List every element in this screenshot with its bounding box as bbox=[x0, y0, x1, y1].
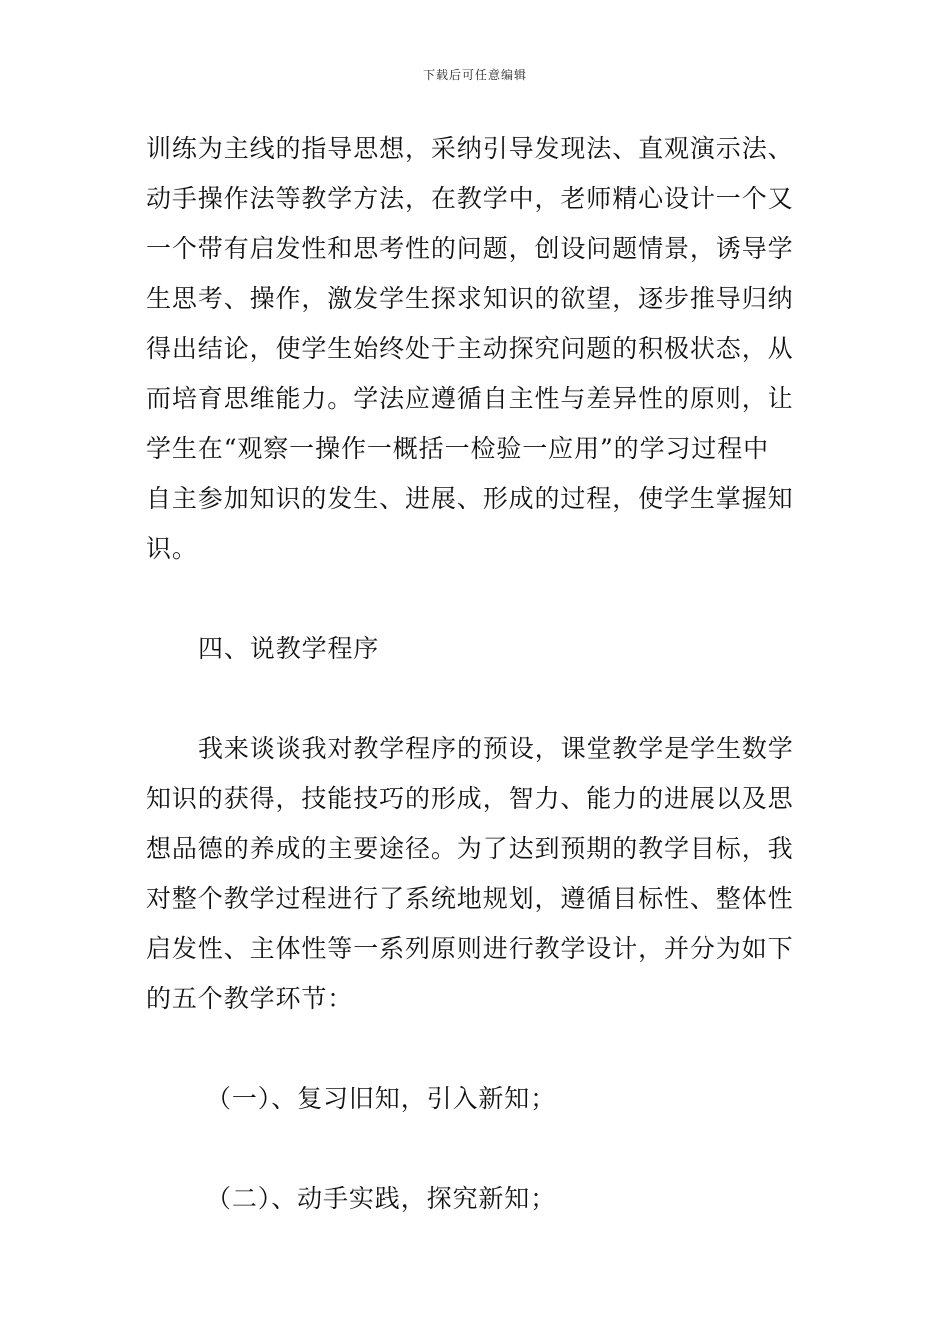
paragraph-line: 对整个教学过程进行了系统地规划，遵循目标性、整体性 bbox=[146, 884, 794, 913]
spacer bbox=[146, 1124, 806, 1174]
step-item: （一）、复习旧知，引入新知； bbox=[206, 1084, 557, 1113]
paragraph-line: 我来谈谈我对教学程序的预设，课堂教学是学生数学 bbox=[198, 734, 794, 763]
paragraph-line: 想品德的养成的主要途径。为了达到预期的教学目标，我 bbox=[146, 834, 794, 863]
page-header-note: 下载后可任意编辑 bbox=[422, 68, 527, 82]
section-heading: 四、说教学程序 bbox=[198, 634, 380, 663]
spacer bbox=[146, 1024, 806, 1074]
paragraph-line: 自主参加知识的发生、进展、形成的过程，使学生掌握知 bbox=[146, 484, 794, 513]
paragraph-teaching-procedure bbox=[146, 724, 806, 1024]
paragraph-line: 得出结论，使学生始终处于主动探究问题的积极状态，从 bbox=[146, 334, 794, 363]
paragraph-line: 启发性、主体性等一系列原则进行教学设计，并分为如下 bbox=[146, 934, 794, 963]
paragraph-line: 识。 bbox=[146, 534, 198, 563]
paragraph-line: 一个带有启发性和思考性的问题，创设问题情景，诱导学 bbox=[146, 234, 794, 263]
spacer bbox=[146, 574, 806, 624]
paragraph-line: 知识的获得，技能技巧的形成，智力、能力的进展以及思 bbox=[146, 784, 794, 813]
paragraph-line: 训练为主线的指导思想，采纳引导发现法、直观演示法、 bbox=[146, 134, 794, 163]
paragraph-line: 动手操作法等教学方法，在教学中，老师精心设计一个又 bbox=[146, 184, 794, 213]
paragraph-line: 生思考、操作，激发学生探求知识的欲望，逐步推导归纳 bbox=[146, 284, 794, 313]
paragraph-line: 而培育思维能力。学法应遵循自主性与差异性的原则，让 bbox=[146, 384, 794, 413]
paragraph-line: 的五个教学环节： bbox=[146, 984, 354, 1013]
step-item: （二）、动手实践，探究新知； bbox=[206, 1184, 557, 1213]
document-body bbox=[146, 124, 806, 1224]
spacer bbox=[146, 674, 806, 724]
paragraph-teaching-methods bbox=[146, 124, 806, 574]
paragraph-line: 学生在“观察一操作一概括一检验一应用”的学习过程中 bbox=[146, 434, 770, 463]
